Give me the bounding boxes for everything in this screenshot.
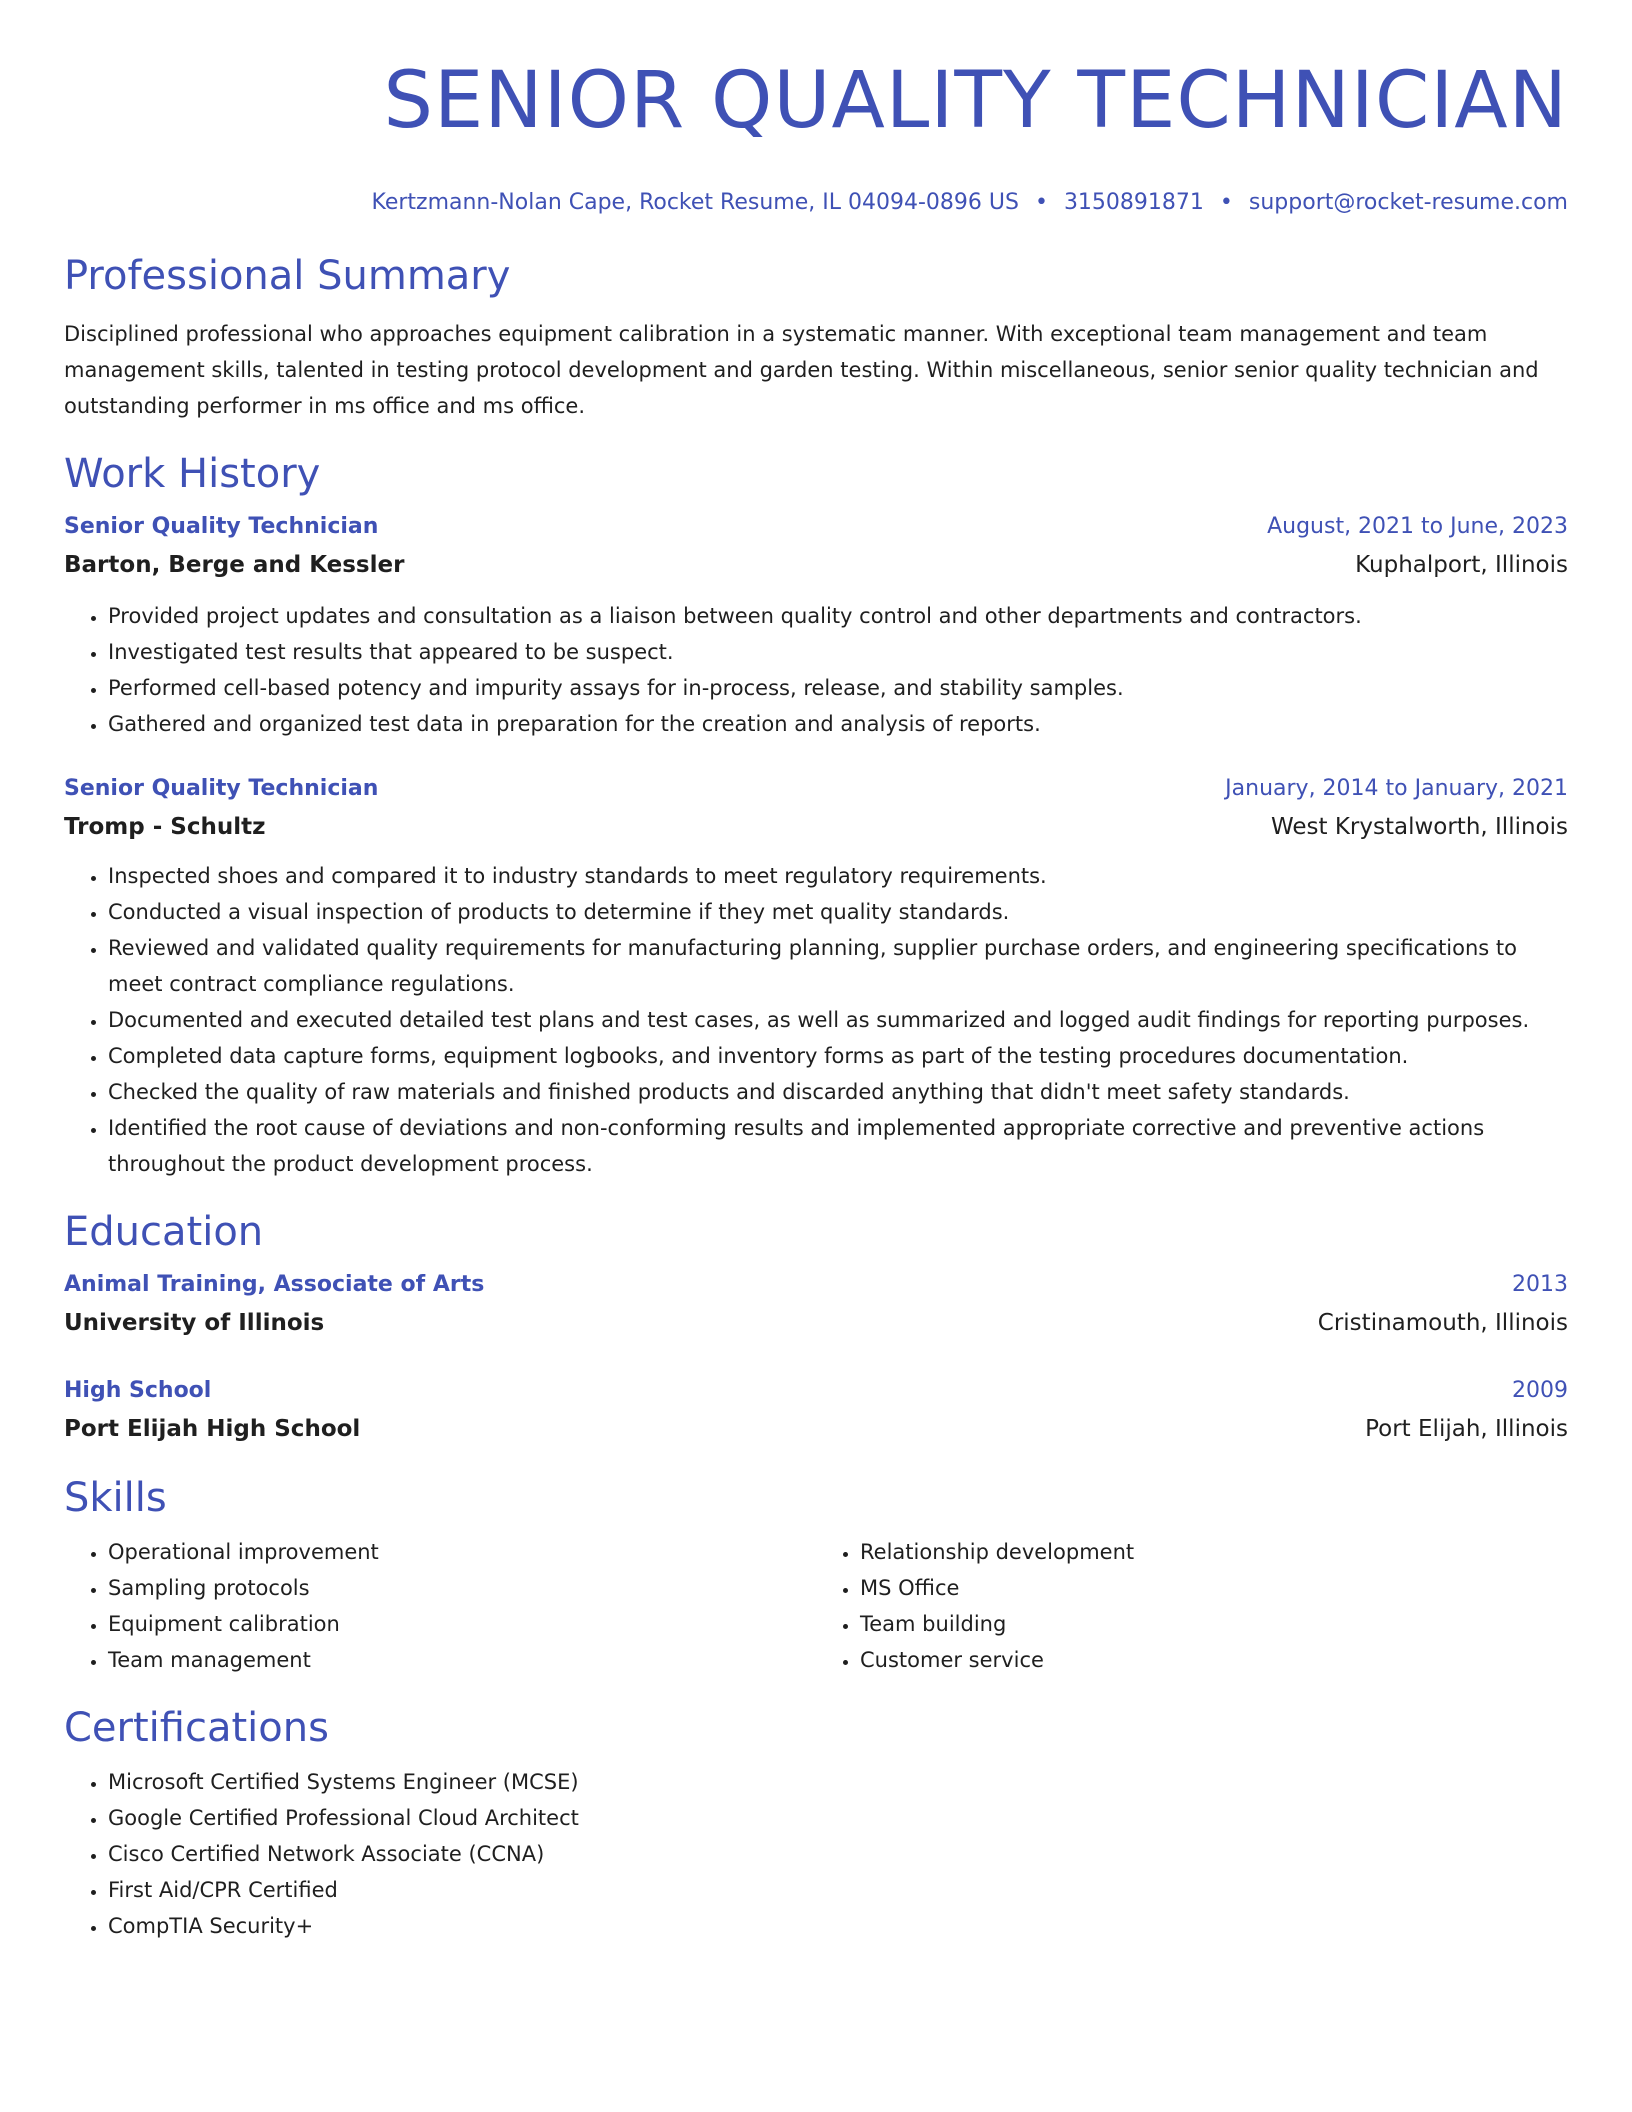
job-location: Kuphalport, Illinois — [1355, 552, 1568, 578]
education-header-row — [64, 1372, 1568, 1410]
job-bullet: • Investigated test results that appeared to be suspect. — [108, 634, 1568, 670]
certification-item: • Cisco Certified Network Associate (CCNA) — [108, 1836, 1568, 1872]
skill-item: • Relationship development — [860, 1534, 1568, 1570]
job-bullet: • Reviewed and validated quality requirements for manufacturing planning, supplier purchase orders, and engineering specifications to meet contract compliance regulations. — [108, 930, 1568, 1002]
job-header-row — [64, 508, 1568, 546]
education-degree: Animal Training, Associate of Arts — [64, 1272, 485, 1297]
education-degree: High School — [64, 1378, 212, 1403]
job-bullet: • Performed cell-based potency and impurity assays for in-process, release, and stability samples. — [108, 670, 1568, 706]
contact-line — [64, 188, 1568, 218]
education-location: Port Elijah, Illinois — [1365, 1416, 1568, 1442]
section-title-certifications: Certifications — [64, 1705, 329, 1751]
skill-item: • Operational improvement — [108, 1534, 816, 1570]
job-entry — [64, 508, 1568, 742]
summary-section — [64, 252, 1568, 424]
job-bullet: • Inspected shoes and compared it to industry standards to meet regulatory requirements. — [108, 858, 1568, 894]
education-header-row — [64, 1266, 1568, 1304]
skill-item: • Team building — [860, 1606, 1568, 1642]
certification-item: • Microsoft Certified Systems Engineer (MCSE) — [108, 1764, 1568, 1800]
job-company-row — [64, 546, 1568, 584]
job-bullet: • Provided project updates and consultation as a liaison between quality control and other departments and contractors. — [108, 598, 1568, 634]
education-location: Cristinamouth, Illinois — [1317, 1310, 1568, 1336]
section-title-education: Education — [64, 1209, 264, 1255]
job-company-row — [64, 808, 1568, 846]
job-bullet: • Gathered and organized test data in preparation for the creation and analysis of reports. — [108, 706, 1568, 742]
certifications-list — [64, 1764, 1568, 1944]
job-bullets — [64, 598, 1568, 742]
skill-item: • Sampling protocols — [108, 1570, 816, 1606]
job-title: Senior Quality Technician — [64, 776, 379, 801]
section-title-summary: Professional Summary — [64, 253, 511, 299]
skills-list-right — [816, 1534, 1568, 1678]
section-title-skills: Skills — [64, 1475, 167, 1521]
work-history-section — [64, 450, 1568, 1182]
education-school-row — [64, 1410, 1568, 1448]
education-section — [64, 1208, 1568, 1448]
job-dates: January, 2014 to January, 2021 — [1225, 776, 1568, 801]
education-year: 2009 — [1512, 1378, 1568, 1403]
education-entry — [64, 1266, 1568, 1342]
section-title-work-history: Work History — [64, 451, 321, 497]
education-school: Port Elijah High School — [64, 1416, 361, 1442]
education-school: University of Illinois — [64, 1310, 325, 1336]
job-entry — [64, 770, 1568, 1182]
job-location: West Krystalworth, Illinois — [1270, 814, 1568, 840]
contact-phone: 3150891871 — [1063, 190, 1204, 215]
job-bullet: • Completed data capture forms, equipment logbooks, and inventory forms as part of the testing procedures documentation. — [108, 1038, 1568, 1074]
summary-text: Disciplined professional who approaches equipment calibration in a systematic manner. With exceptional team management and team management skills, talented in testing protocol development and garden testing. Within miscellaneous, senior senior quality technician and outstanding performer in ms office and ms office. — [64, 322, 1539, 418]
skill-item: • Team management — [108, 1642, 816, 1678]
job-bullet: • Identified the root cause of deviations and non-conforming results and implemented appropriate corrective and preventive actions throughout the product development process. — [108, 1110, 1568, 1182]
job-bullet: • Checked the quality of raw materials and finished products and discarded anything that didn't meet safety standards. — [108, 1074, 1568, 1110]
certification-item: • First Aid/CPR Certified — [108, 1872, 1568, 1908]
skills-list-left — [64, 1534, 816, 1678]
education-year: 2013 — [1512, 1272, 1568, 1297]
skill-item: • Customer service — [860, 1642, 1568, 1678]
job-bullet: • Conducted a visual inspection of products to determine if they met quality standards. — [108, 894, 1568, 930]
skills-section — [64, 1474, 1568, 1678]
certification-item: • CompTIA Security+ — [108, 1908, 1568, 1944]
contact-email[interactable]: support@rocket-resume.com — [1248, 190, 1568, 215]
contact-separator: • — [1219, 190, 1233, 215]
skill-item: • Equipment calibration — [108, 1606, 816, 1642]
education-entry — [64, 1372, 1568, 1448]
candidate-name: SENIOR QUALITY TECHNICIAN — [383, 56, 1568, 146]
job-header-row — [64, 770, 1568, 808]
contact-separator: • — [1034, 190, 1048, 215]
certification-item: • Google Certified Professional Cloud Architect — [108, 1800, 1568, 1836]
skill-item: • MS Office — [860, 1570, 1568, 1606]
education-school-row — [64, 1304, 1568, 1342]
skills-columns — [64, 1534, 1568, 1678]
job-title: Senior Quality Technician — [64, 514, 379, 539]
certifications-section — [64, 1704, 1568, 1944]
contact-address: Kertzmann-Nolan Cape, Rocket Resume, IL 04094-0896 US — [371, 190, 1019, 215]
job-company: Tromp - Schultz — [64, 814, 266, 840]
job-company: Barton, Berge and Kessler — [64, 552, 405, 578]
job-dates: August, 2021 to June, 2023 — [1267, 514, 1568, 539]
job-bullet: • Documented and executed detailed test plans and test cases, as well as summarized and logged audit findings for reporting purposes. — [108, 1002, 1568, 1038]
job-bullets — [64, 858, 1568, 1182]
